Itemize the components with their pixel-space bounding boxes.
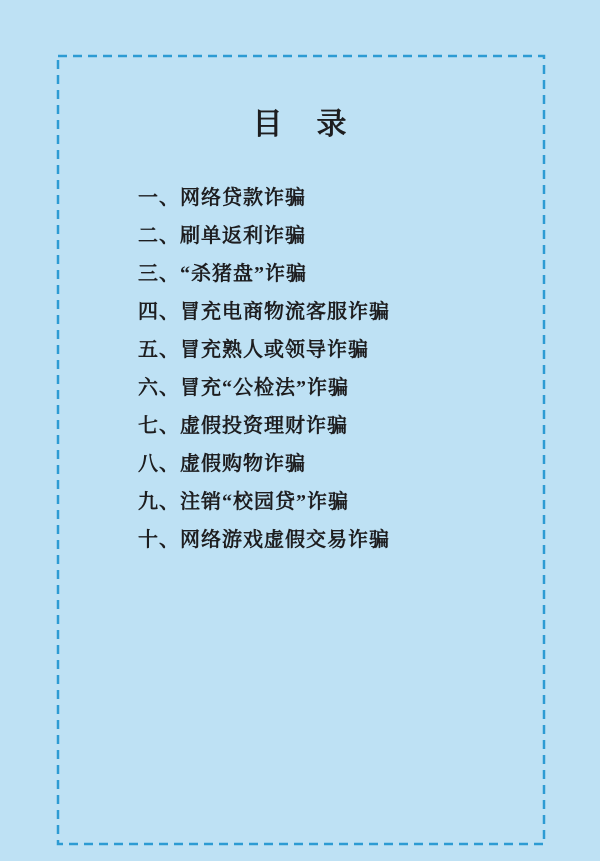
toc-item: 七、虚假投资理财诈骗 — [138, 415, 348, 437]
toc-item: 三、“杀猪盘”诈骗 — [138, 263, 307, 285]
toc-item: 六、冒充“公检法”诈骗 — [138, 377, 349, 399]
page-title: 目 录 — [252, 108, 349, 141]
toc-item: 五、冒充熟人或领导诈骗 — [138, 339, 369, 361]
toc-item: 九、注销“校园贷”诈骗 — [138, 491, 349, 513]
toc-item: 一、网络贷款诈骗 — [138, 187, 306, 209]
toc-item: 四、冒充电商物流客服诈骗 — [138, 301, 390, 323]
toc-item: 十、网络游戏虚假交易诈骗 — [138, 529, 390, 551]
toc-list — [138, 179, 498, 559]
toc-item: 八、虚假购物诈骗 — [138, 453, 306, 475]
toc-item: 二、刷单返利诈骗 — [138, 225, 306, 247]
